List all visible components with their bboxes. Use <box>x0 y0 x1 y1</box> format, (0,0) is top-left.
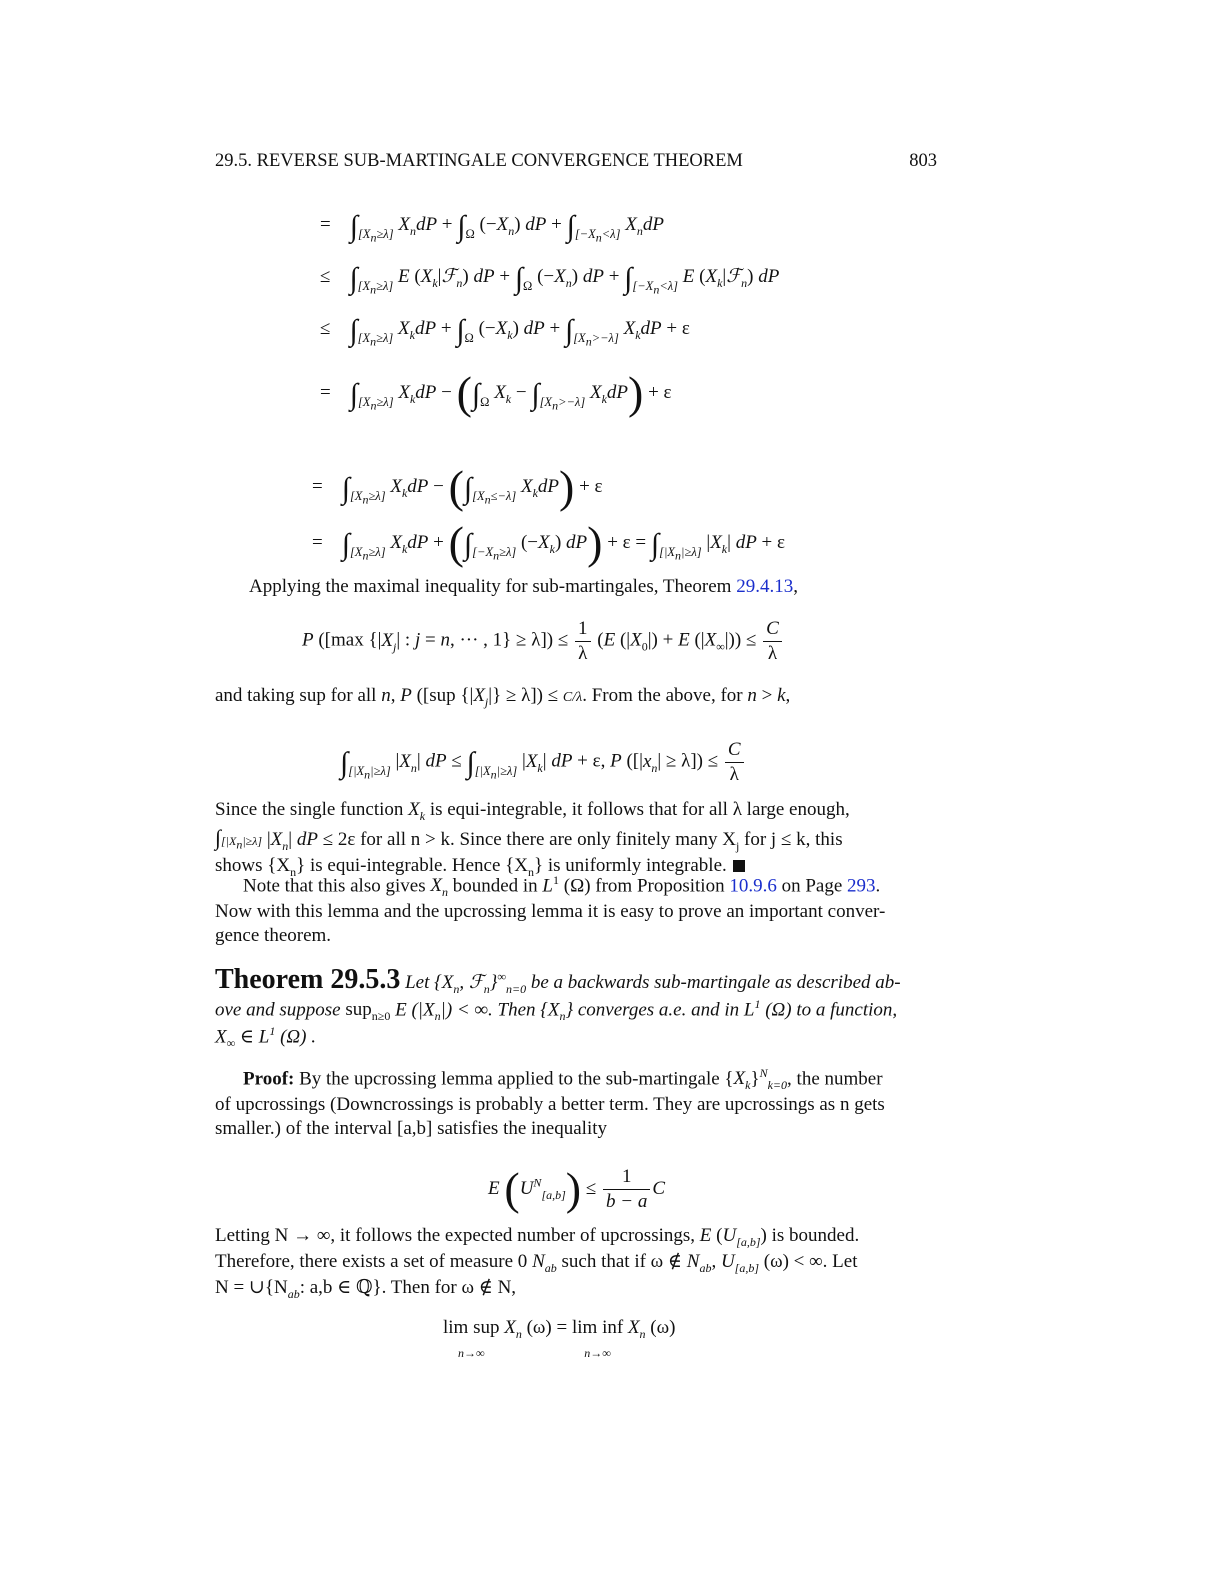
note-paragraph <box>215 873 927 948</box>
eq-line-4: = $\int_{[X_n\ge\lambda]}$ $X_kdP - (\int_\Omega$ $X_k - \int_{[X_n>-\lambda]}$ $X_kdP) + \varepsilon$ <box>320 367 672 418</box>
page-number: 803 <box>909 151 937 171</box>
theorem-block <box>215 962 927 1051</box>
since-paragraph <box>215 798 927 879</box>
theorem-line-1: Theorem 29.5.3 Let {$X_n$, $ℱ_n\}^\infty_{n=0}$ be a backwards sub-martingale as described ab- <box>215 964 901 996</box>
theorem-label: Theorem 29.5.3 <box>215 964 401 995</box>
upcrossing-inequality: E $(U^N_{[a,b]})$ ≤ $\frac{1}{b - a}$ C <box>488 1163 666 1214</box>
proof-line-1: Proof: By the upcrossing lemma applied to the sub-martingale $\{X_k\}^N_{k=0}$, the number <box>243 1066 883 1093</box>
page-ref-link[interactable]: 293 <box>847 875 876 897</box>
note-line-2: Now with this lemma and the upcrossing lemma it is easy to prove an important conver- <box>215 901 886 923</box>
theorem-line-3: $X_\infty$ ∈ $L^1$ (Ω) . <box>215 1024 316 1051</box>
taking-sup-text: and taking sup for all <box>215 685 377 706</box>
letting-line-1: Letting N → ∞, it follows the expected number of upcrossings, E $(U_{[a,b]})$ is bounded. <box>215 1225 860 1249</box>
since-line-1: Since the single function $X_k$ is equi-integrable, it follows that for all λ large enough, <box>215 799 850 823</box>
eq-line-3: ≤ $\int_{[X_n\ge\lambda]}$ $X_kdP + \int_\Omega$ $(-X_k)$ dP + $\int_{[X_n>-\lambda]}$ $X_kdP + \varepsilon$ <box>320 314 690 349</box>
eq-line-6: = $\int_{[X_n\ge\lambda]}$ $X_kdP + (\int_{[-X_n\ge\lambda]}$ $(-X_k) dP) + \varepsilon = \int_{[|X_n|\ge\lambda]}$ $|X_k|$ dP + ε <box>312 517 785 568</box>
eq-line-7: $\int_{[|X_n|\ge\lambda]}$ $|X_n|$ dP ≤ $\int_{[|X_n|\ge\lambda]}$ $|X_k|$ dP + ε, P $([|x_n| \ge \lambda])$ ≤ $\frac{C}{\lambda}$ <box>340 738 746 787</box>
letting-line-3: $N = \cup\{N_{ab}$: a,b ∈ ℚ}. Then for ω ∉ N, <box>215 1276 517 1301</box>
proof-line-3: smaller.) of the interval [a,b] satisfies the inequality <box>215 1117 608 1139</box>
section-title: 29.5. REVERSE SUB-MARTINGALE CONVERGENCE THEOREM <box>215 151 743 171</box>
note-line-1: Note that this also gives $X_n$ bounded in $L^1$ (Ω) from Proposition 10.9.6 on Page 293. <box>243 873 881 900</box>
theorem-ref-link[interactable]: 29.4.13 <box>736 576 794 597</box>
apply-text: Applying the maximal inequality for sub-martingales, Theorem <box>249 576 732 597</box>
since-line-3: shows $\{X_n\}$ is equi-integrable. Hence $\{X_n\}$ is uniformly integrable. <box>215 854 927 880</box>
running-header <box>215 150 937 173</box>
since-line-2: $\int[|X_n|\ge\lambda]$ $|X_n|$ dP ≤ 2ε for all n > k. Since there are only finitely many $X_j$ for j ≤ k, this <box>215 824 843 853</box>
apply-line: Applying the maximal inequality for sub-martingales, Theorem 29.4.13, <box>249 576 798 597</box>
eq-line-2: ≤ $\int_{[X_n\ge\lambda]}$ E $(X_k|ℱ_n)$ dP + $\int_\Omega$ $(-X_n)$ dP + $\int_{[-X_n<\lambda]}$ E $(X_k|ℱ_n)$ dP <box>320 262 780 297</box>
taking-sup-line: and taking sup for all n, P ([sup $\{|X_j|\} \ge \lambda]) \le C/\lambda$. From the above, for n > k, <box>215 685 791 709</box>
qed-square <box>733 860 745 872</box>
from-above-text: . From the above, for <box>582 685 743 706</box>
theorem-line-2: ove and suppose sup$_{n\ge 0}$ E $(|X_n|)$ < ∞. Then $\{X_n\}$ converges a.e. and in $L^1$ (Ω) to a function, <box>215 997 898 1024</box>
maximal-inequality: P ([max {$|X_j|$ : j = n, ··· , 1} ≥ λ]) ≤ $\frac{1}{\lambda}$ (E $(|X_0|) + E$ $(|X_\infty|)$) ≤ $\frac{C}{\lambda}$ <box>302 617 784 666</box>
proof-label: Proof: <box>243 1068 295 1090</box>
proof-line-2: of upcrossings (Downcrossings is probably a better term. They are upcrossings as n gets <box>215 1094 885 1116</box>
proposition-ref-link[interactable]: 10.9.6 <box>729 875 777 897</box>
limsup-liminf-equation: lim sup n→∞ $X_n$ (ω) = lim inf n→∞ $X_n$ (ω) <box>443 1317 676 1360</box>
eq-line-1: = $\int_{[X_n\ge\lambda]}$ $X_ndP + \int_\Omega$ $(-X_n)$ dP + $\int_{[-X_n<\lambda]}$ $X_ndP$ <box>320 210 664 245</box>
eq-line-5: = $\int_{[X_n\ge\lambda]}$ $X_kdP - (\int_{[X_n\le-\lambda]}$ $X_kdP) + \varepsilon$ <box>312 461 603 512</box>
letting-paragraph <box>215 1224 927 1301</box>
letting-line-2: Therefore, there exists a set of measure 0 $N_{ab}$ such that if ω ∉ $N_{ab}$, $U_{[a,b]}$ (ω) < ∞. Let <box>215 1250 858 1275</box>
proof-paragraph <box>215 1066 927 1141</box>
note-line-3: gence theorem. <box>215 924 332 946</box>
